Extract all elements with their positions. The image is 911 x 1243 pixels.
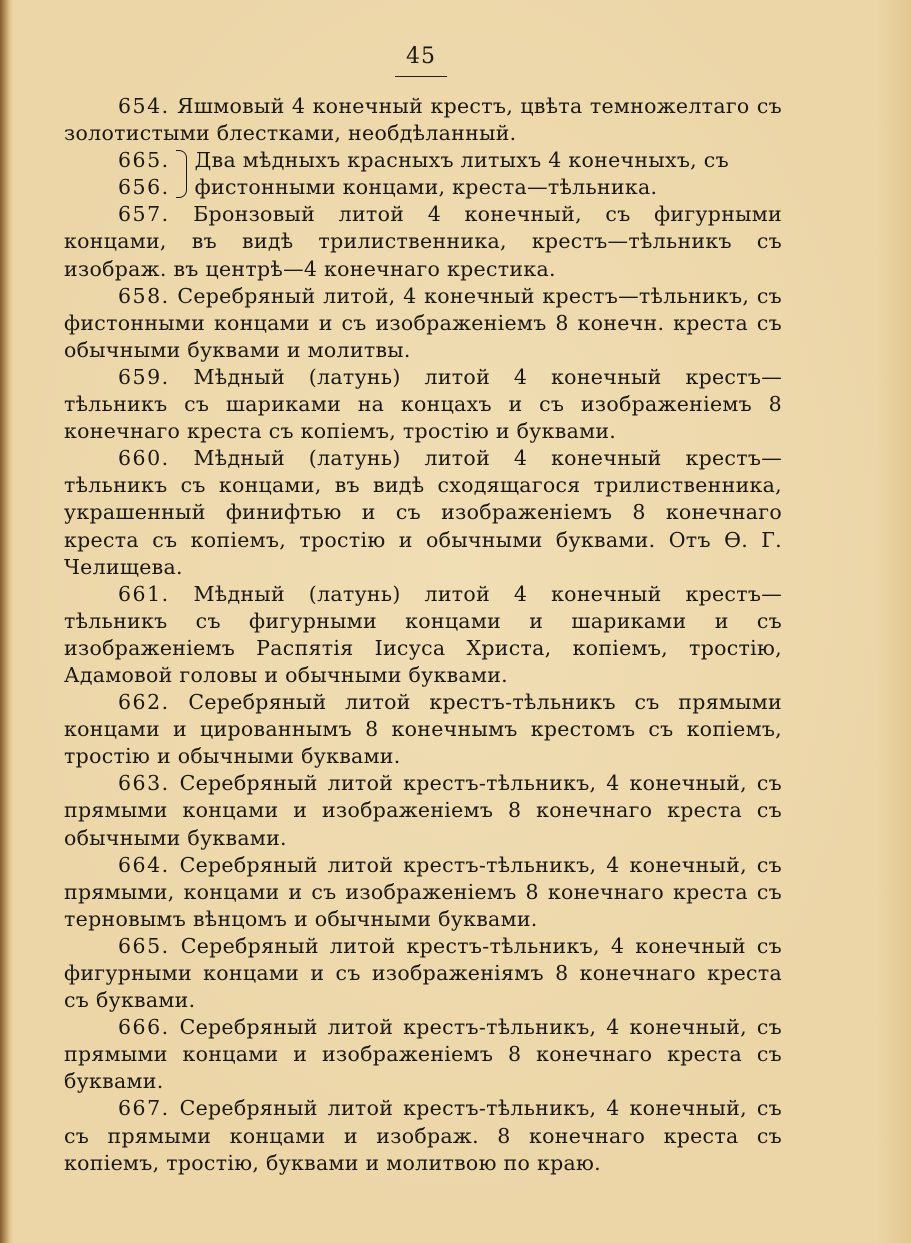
- entry-text: Серебряный литой крестъ-тѣльникъ, 4 конечный, съ прямыми, концами и съ изображеніемъ 8 конечнаго креста съ терновымъ вѣнцомъ и обычными буквами.: [64, 852, 782, 931]
- catalog-entry-662: [64, 689, 782, 770]
- entry-text: Серебряный литой крестъ-тѣльникъ, 4 конечный, съ съ прямыми концами и изображ. 8 конечнаго креста съ копіемъ, тростію, буквами и молитвою по краю.: [64, 1096, 782, 1175]
- entry-text: Серебряный литой крестъ-тѣльникъ съ прямыми концами и цированнымъ 8 конечнымъ крестомъ съ копіемъ, тростію и обычными буквами.: [64, 690, 782, 769]
- catalog-entry-665: [64, 933, 782, 1014]
- entry-number: 660.: [118, 446, 170, 471]
- entry-number: 657.: [118, 202, 170, 227]
- entry-text: Бронзовый литой 4 конечный, съ фигурными концами, въ видѣ трилиственника, крестъ—тѣльникъ съ изображ. въ центрѣ—4 конечнаго крестика.: [64, 202, 782, 281]
- entry-number: 666.: [118, 1015, 170, 1040]
- entry-text: Мѣдный (латунь) литой 4 конечный крестъ—тѣльникъ съ шариками на концахъ и съ изображеніемъ 8 конечнаго креста съ копіемъ, тростію и буквами.: [64, 364, 782, 444]
- binding-edge-shadow: [0, 0, 10, 1243]
- entry-text-line: Два мѣдныхъ красныхъ литыхъ 4 конечныхъ, съ: [194, 148, 729, 173]
- entry-text: Серебряный литой крестъ-тѣльникъ, 4 конечный, съ прямыми концами и изображеніемъ 8 конечнаго креста съ обычными буквами.: [64, 771, 782, 850]
- entry-number: 662.: [118, 690, 170, 715]
- catalog-entry-663: [64, 770, 782, 851]
- catalog-entry-657: [64, 201, 782, 282]
- pair-text: [195, 147, 782, 201]
- catalog-entry-660: [64, 445, 782, 580]
- entry-text: Мѣдный (латунь) литой 4 конечный крестъ—тѣльникъ съ концами, въ видѣ сходящагося трилиственника, украшенный финифтью и съ изображеніемъ 8 конечнаго креста съ копіемъ, тростію и обычными буквами. Отъ Ѳ. Г. Челищева.: [64, 446, 782, 579]
- entry-number: 658.: [118, 283, 170, 308]
- entry-text: Серебряный литой, 4 конечный крестъ—тѣльникъ, съ фистонными концами и съ изображеніемъ 8 конечн. креста съ обычными буквами и молитвы.: [64, 283, 782, 362]
- entry-number: 654.: [118, 94, 170, 118]
- catalog-entry-pair-665-656: [118, 147, 782, 201]
- entry-text-line: фистонными концами, креста—тѣльника.: [194, 175, 658, 200]
- catalog-entry-667: [64, 1095, 782, 1176]
- catalog-entry-654: [64, 93, 782, 147]
- entry-number: 663.: [118, 771, 170, 796]
- entry-number: 661.: [118, 581, 170, 606]
- page-number: 45: [406, 44, 436, 69]
- catalog-entry-658: [64, 283, 782, 364]
- catalog-text: [64, 93, 782, 1177]
- entry-number: 656.: [118, 175, 170, 200]
- entry-text: Серебряный литой крестъ-тѣльникъ, 4 конечный, съ прямыми концами и изображеніемъ 8 конечнаго креста съ буквами.: [64, 1015, 782, 1094]
- entry-number: 665.: [118, 933, 170, 958]
- catalog-entry-666: [64, 1014, 782, 1095]
- catalog-entry-659: [64, 364, 782, 445]
- entry-text: Яшмовый 4 конечный крестъ, цвѣта темножелтаго съ золотистыми блестками, необдѣланный.: [64, 94, 783, 146]
- entry-text: Мѣдный (латунь) литой 4 конечный крестъ—тѣльникъ съ фигурными концами и шариками и съ изображеніемъ Распятія Іисуса Христа, копіемъ, тростію, Адамовой головы и обычными буквами.: [64, 581, 782, 687]
- brace-mark: [176, 150, 187, 198]
- entry-number: 665.: [118, 148, 170, 173]
- catalog-entry-664: [64, 852, 782, 933]
- page-number-rule: [395, 76, 447, 77]
- entry-number: 667.: [118, 1096, 170, 1121]
- pair-numbers: [118, 147, 170, 201]
- entry-number: 659.: [118, 364, 170, 389]
- entry-number: 664.: [118, 852, 170, 877]
- entry-text: Серебряный литой крестъ-тѣльникъ, 4 конечный съ фигурными концами и съ изображеніямъ 8 конечнаго креста съ буквами.: [64, 933, 782, 1013]
- catalog-entry-661: [64, 581, 782, 689]
